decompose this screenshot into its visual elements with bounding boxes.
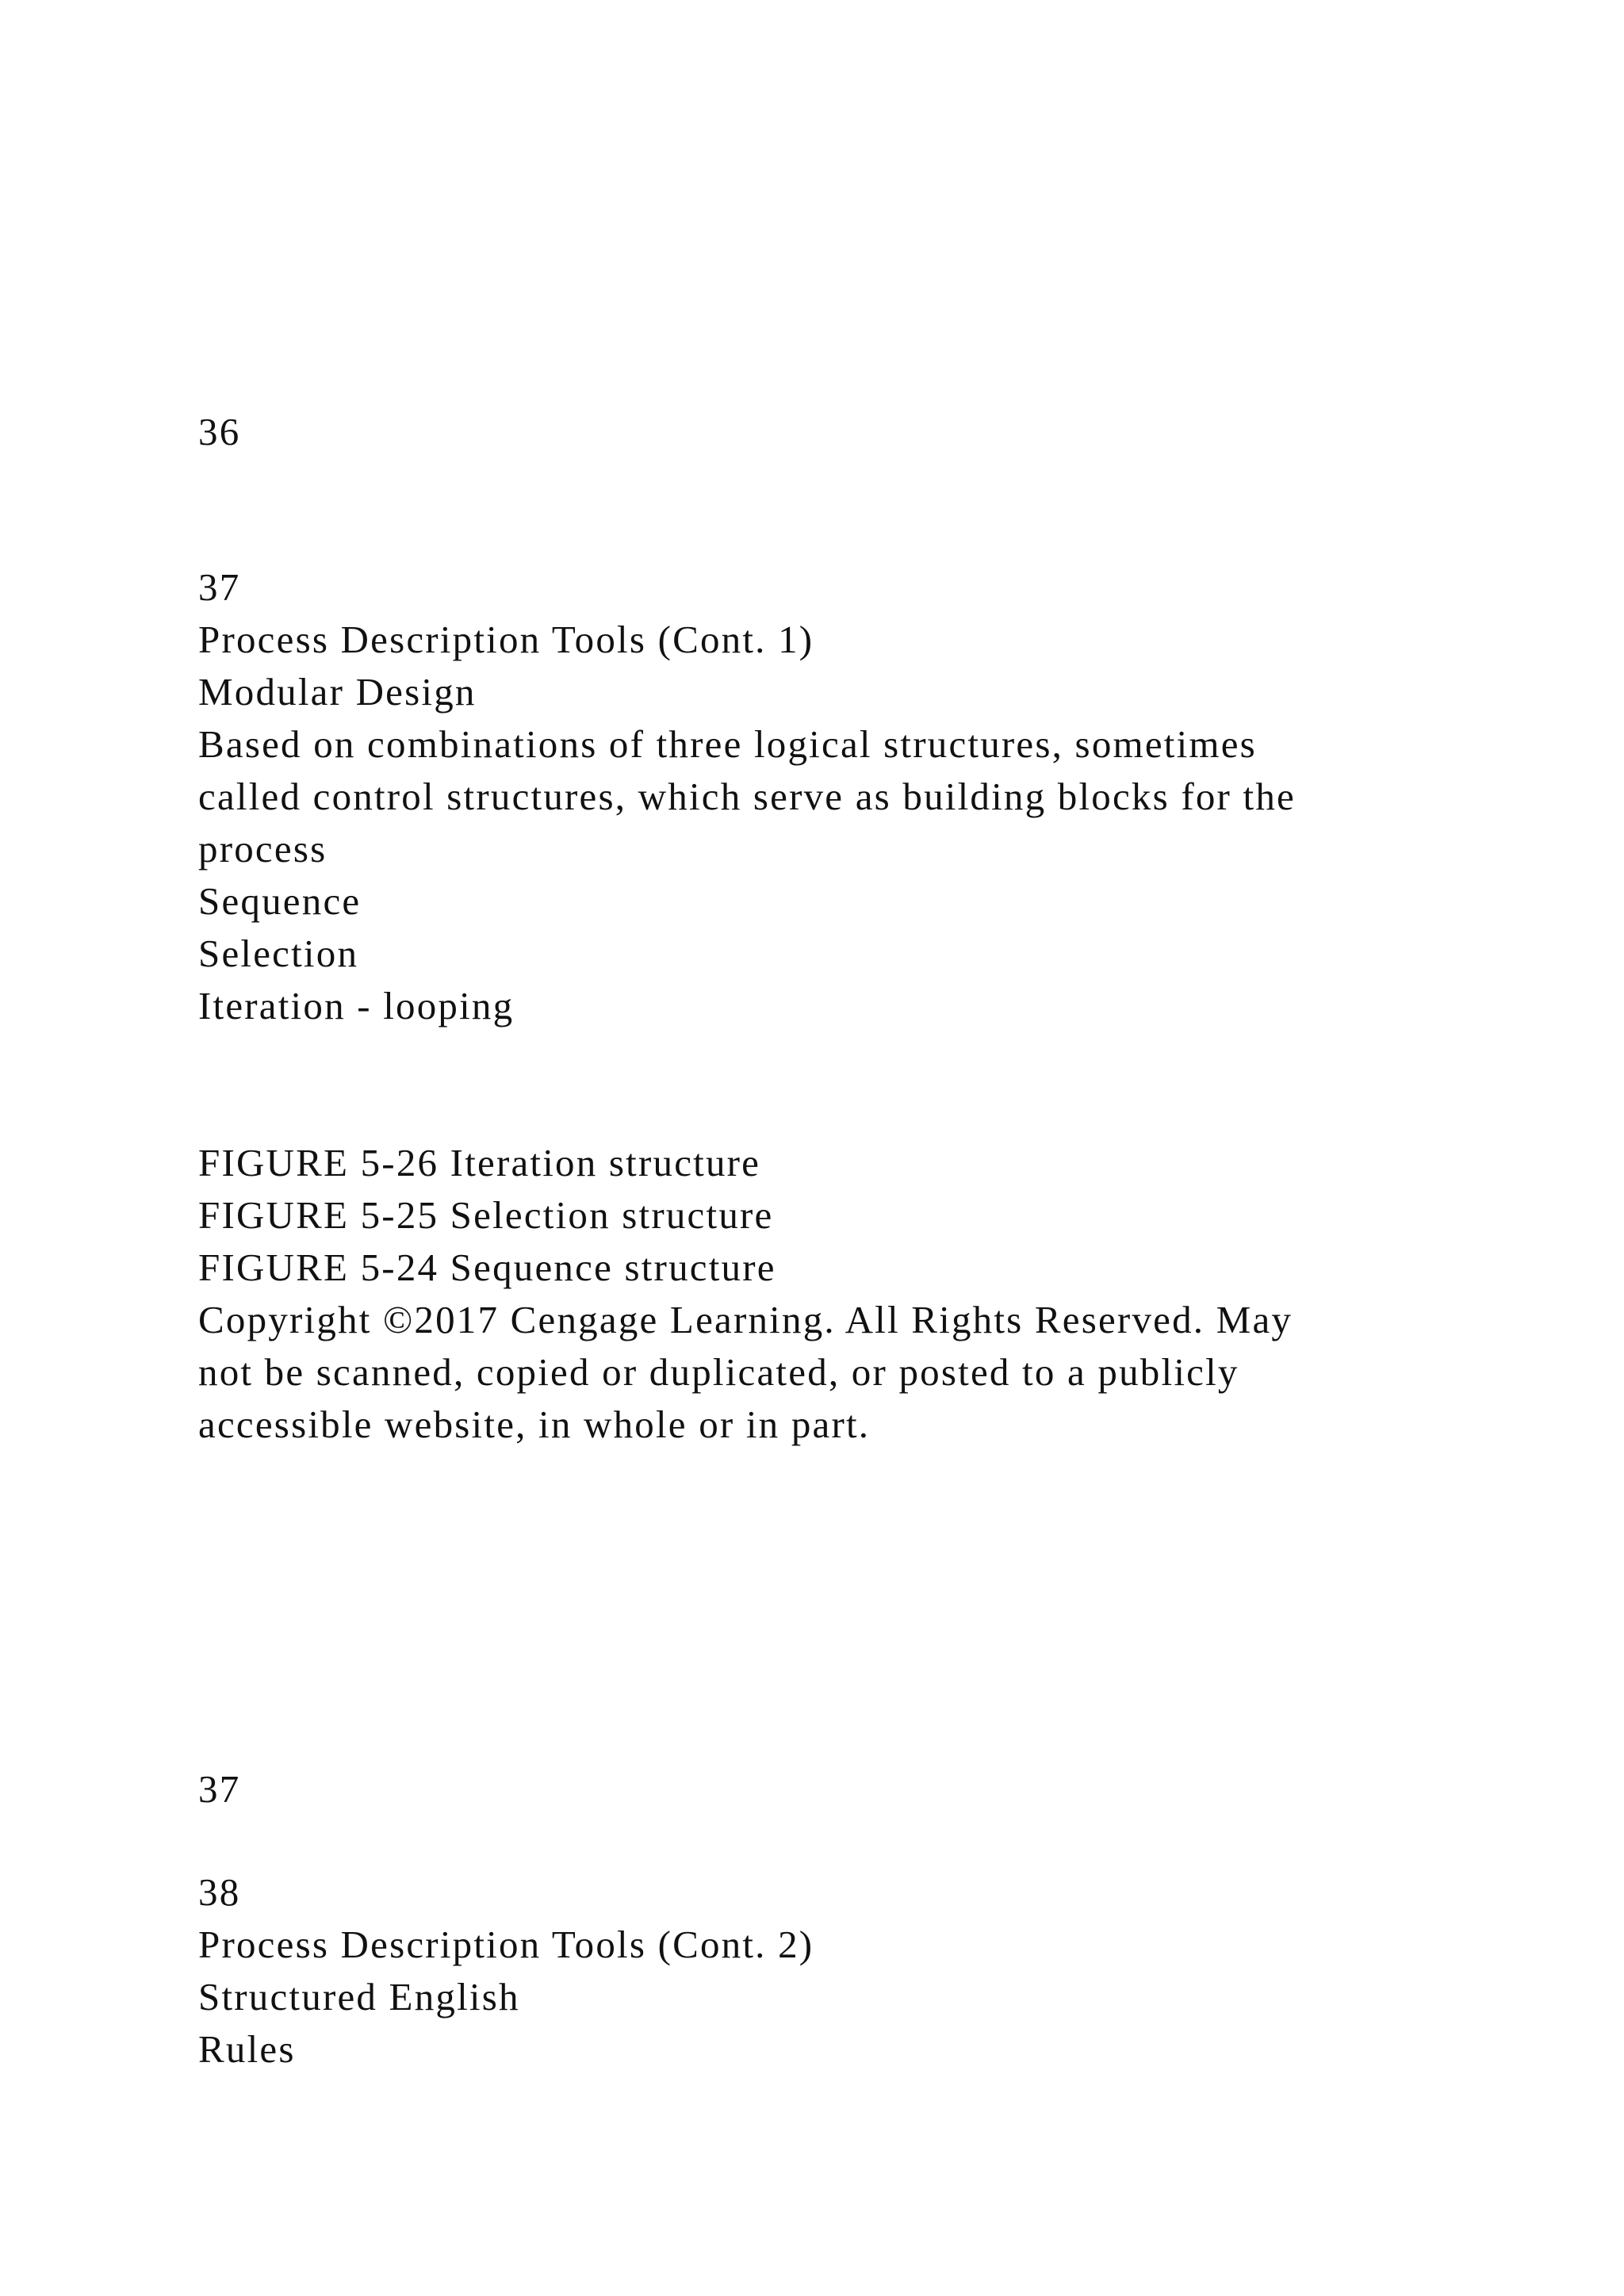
body-text: process [198,827,327,871]
slide-number: 37 [198,1767,241,1811]
body-text: Rules [198,2027,296,2071]
body-text: called control structures, which serve as building blocks for the [198,775,1296,818]
slide-title: Process Description Tools (Cont. 2) [198,1923,814,1966]
section-heading: Structured English [198,1975,520,2019]
slide-number: 37 [198,565,241,609]
copyright-notice: not be scanned, copied or duplicated, or posted to a publicly [198,1350,1239,1394]
figure-caption: FIGURE 5-24 Sequence structure [198,1246,776,1289]
copyright-notice: accessible website, in whole or in part. [198,1402,871,1446]
list-item: Selection [198,932,359,975]
figure-caption: FIGURE 5-26 Iteration structure [198,1141,761,1184]
list-item: Sequence [198,879,362,923]
slide-title: Process Description Tools (Cont. 1) [198,618,814,661]
slide-number: 38 [198,1870,241,1914]
body-text: Based on combinations of three logical structures, sometimes [198,722,1257,766]
list-item: Iteration - looping [198,984,515,1027]
copyright-notice: Copyright ©2017 Cengage Learning. All Rights Reserved. May [198,1298,1293,1341]
section-heading: Modular Design [198,670,477,714]
slide-number: 36 [198,410,241,453]
figure-caption: FIGURE 5-25 Selection structure [198,1193,774,1237]
